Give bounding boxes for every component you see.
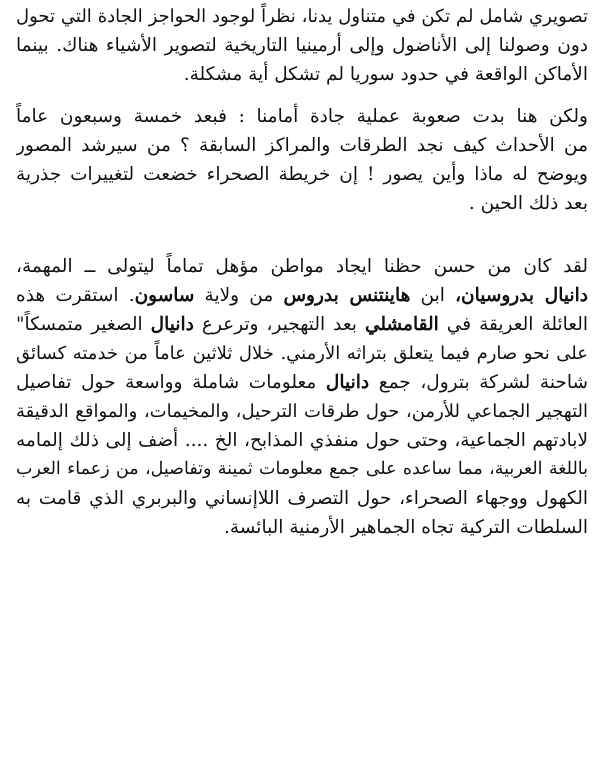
text-line [16, 397, 588, 426]
person-name: دانيال [150, 314, 194, 335]
text-segment: الصغير متمسكاً" [16, 314, 151, 335]
text-segment: السلطات التركية تجاه الجماهير الأرمنية البائسة. [224, 517, 588, 538]
text-segment: معلومات شاملة وواسعة حول تفاصيل [16, 372, 326, 393]
text-line [16, 339, 588, 368]
text-segment: العائلة العريقة في [438, 314, 588, 335]
text-segment: شاحنة لشركة بترول، جمع [369, 372, 588, 393]
person-name: دانيال بدروسيان، [455, 285, 588, 306]
person-name: دانيال [325, 372, 370, 393]
text-line [16, 513, 588, 542]
text-segment: باللغة العربية، مما ساعده على جمع معلومات ثمينة وتفاصيل، من زعماء العرب [16, 459, 588, 479]
text-line [16, 484, 588, 513]
text-segment: . استقرت هذه [16, 285, 135, 306]
text-line: من الأحداث كيف نجد الطرقات والمراكز السابقة ؟ من سيرشد المصور [16, 135, 588, 156]
text-line [16, 426, 588, 455]
text-segment: من ولاية [194, 285, 284, 306]
document-page [16, 2, 588, 542]
text-segment: لقد كان من حسن حظنا ايجاد مواطن مؤهل تماماً ليتولى ــ المهمة، [16, 256, 588, 277]
text-line [16, 281, 588, 310]
text-line: بعد ذلك الحين . [468, 193, 588, 214]
text-line [16, 368, 588, 397]
paragraph-1 [16, 2, 588, 89]
text-line [16, 252, 588, 281]
text-line: ويوضح له ماذا وأين يصور ! إن خريطة الصحراء خضعت لتغييرات جذرية [16, 164, 588, 185]
text-line: الأماكن الواقعة في حدود سوريا لم تشكل أية مشكلة. [183, 64, 588, 85]
text-segment: الكهول ووجهاء الصحراء، حول التصرف اللاإنساني والبربري الذي قامت به [16, 488, 588, 509]
text-line [16, 310, 588, 339]
text-segment: التهجير الجماعي للأرمن، حول طرقات الترحيل، والمخيمات، والمواقع الدقيقة [16, 401, 588, 422]
place-name: ساسون [134, 285, 195, 306]
text-segment: ابن [410, 285, 456, 306]
paragraph-2 [16, 102, 588, 218]
text-line: ولكن هنا بدت صعوبة عملية جادة أمامنا : فبعد خمسة وسبعون عاماً [16, 106, 588, 127]
text-segment: بعد التهجير، وترعرع [193, 314, 365, 335]
text-segment: لابادتهم الجماعية، وحتى حول منفذي المذابح، الخ .... أضف إلى ذلك إلمامه [16, 430, 588, 451]
text-segment: على نحو صارم فيما يتعلق بتراثه الأرمني. خلال ثلاثين عاماً من خدمته كسائق [16, 343, 588, 364]
person-name: هاينتنس بدروس [283, 285, 411, 306]
paragraph-3 [16, 252, 588, 542]
text-line [16, 455, 588, 484]
text-line: تصويري شامل لم تكن في متناول يدنا، نظراً لوجود الحواجز الجادة التي تحول [16, 6, 588, 27]
place-name: القامشلي [365, 314, 439, 335]
text-line: دون وصولنا إلى الأناضول وإلى أرمينيا التاريخية لتصوير الأشياء هناك. بينما [16, 35, 588, 56]
